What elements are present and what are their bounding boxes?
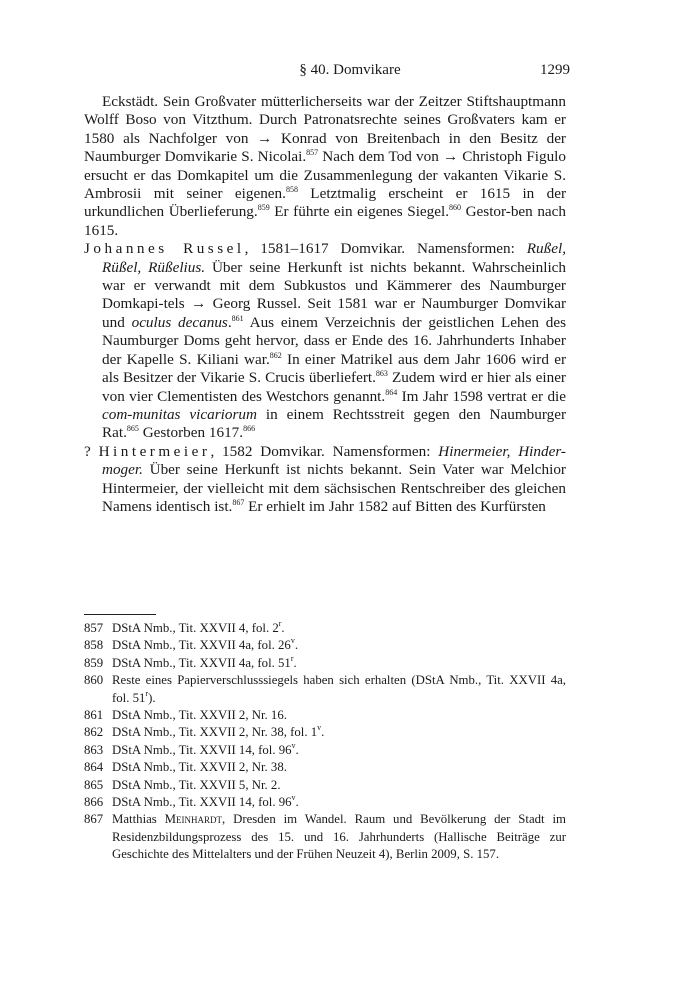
main-text [84, 93, 566, 516]
footnote [84, 759, 566, 776]
footnote [84, 811, 566, 863]
footnote-text: DStA Nmb., Tit. XXVII 2, Nr. 38, fol. 1 [112, 725, 318, 740]
footnote-number: 864 [84, 760, 104, 775]
footnote-number: 858 [84, 638, 104, 653]
text-run: Gestorben 1617. [138, 424, 244, 442]
text-run: , 1582 Domvikar. Namensformen: [210, 442, 439, 460]
footnote-text: DStA Nmb., Tit. XXVII 5, Nr. 2. [112, 777, 281, 792]
footnote-ref: 858 [285, 185, 298, 195]
folio-side: v [317, 723, 322, 733]
footnote-number: 861 [84, 708, 104, 723]
footnote-text: Reste eines Papierverschlusssiegels haben sich erhalten (DStA Nmb., Tit. XXVII 4a, fol. 51 [112, 673, 566, 705]
footnote-text: DStA Nmb., Tit. XXVII 4a, fol. 26 [112, 638, 291, 653]
text-run: Zudem wird er hier als einer von vier Clementisten des Westchors genannt. [102, 369, 566, 405]
footnote-text: . [295, 795, 299, 810]
text-run: , 1581–1617 Domvikar. Namensformen: [244, 240, 527, 258]
folio-side: v [290, 636, 295, 646]
footnote [84, 620, 566, 637]
footnote-number: 866 [84, 795, 104, 810]
footnote-ref: 867 [232, 497, 245, 507]
footnote [84, 777, 566, 794]
footnote-rule [84, 614, 156, 615]
footnote-number: 860 [84, 673, 104, 688]
uncertain-mark: ? [84, 442, 99, 460]
footnote [84, 672, 566, 707]
author-surname: Meinhardt [164, 812, 223, 827]
footnote-number: 863 [84, 742, 104, 757]
footnote [84, 794, 566, 811]
italic-run: Hinermeier, Hinder-moger. [102, 442, 566, 479]
footnote-ref: 865 [126, 424, 139, 434]
section-title: § 40. Domvikare [299, 62, 401, 78]
text-run: Letztmalig erscheint er 1615 in der urkundlichen Überlieferung. [84, 185, 566, 221]
footnote-text: . [294, 638, 299, 653]
folio-side: v [291, 793, 296, 803]
text-run: in einem Rechtsstreit gegen den Naumburger Rat. [102, 405, 567, 442]
footnote-text: DStA Nmb., Tit. XXVII 14, fol. 96 [112, 795, 292, 810]
entry-hintermeier [84, 443, 566, 517]
entry-johannes-russel [84, 240, 566, 442]
text-run: . [227, 313, 232, 331]
footnote [84, 742, 566, 759]
footnote-ref: 863 [375, 369, 388, 379]
footnote-text: DStA Nmb., Tit. XXVII 4a, fol. 51 [112, 655, 291, 670]
footnote [84, 655, 566, 672]
footnote-text: ). [148, 690, 156, 705]
folio-side: r [278, 619, 282, 628]
footnote-ref: 859 [257, 203, 270, 213]
italic-run: com-munitas vicariorum [102, 405, 257, 423]
italic-run: oculus decanus [131, 313, 228, 331]
footnote-ref: 860 [449, 203, 462, 213]
footnote-text: . [293, 655, 297, 670]
footnote-text: Matthias [112, 812, 165, 827]
folio-side: v [291, 740, 296, 750]
paragraph-continuation [84, 93, 566, 240]
text-run: In einer Matrikel aus dem Jahr 1606 wird er als Besitzer der Vikarie S. Crucis überliefert. [102, 350, 567, 387]
footnote-number: 862 [84, 725, 104, 740]
footnote-text: DStA Nmb., Tit. XXVII 14, fol. 96 [112, 742, 292, 757]
text-run: Über seine Herkunft ist nichts bekannt. Sein Vater war Melchior Hintermeier, der vielleicht mit dem sächsischen Rentschreiber des gleichen Namens identisch ist. [102, 461, 566, 515]
italic-run: Rußel, Rüßel, Rüßelius. [102, 240, 566, 276]
footnote-text: DStA Nmb., Tit. XXVII 4, fol. 2 [112, 621, 279, 635]
footnote-text: . [295, 742, 299, 757]
text-run: Eckstädt. Sein Großvater mütterlicherseits war der Zeitzer Stiftshauptmann Wolff Boso von Vitzthum. Durch Patronatsrechte seines Großvaters kam er 1580 als Nachfolger von → Konrad von Breitenbach in den Besitz der Naumburger Domvikarie S. Nicolai. [84, 93, 566, 166]
footnote-text: , Dresden im Wandel. Raum und Bevölkerung der Stadt im Residenzbildungsprozess des 15. und 16. Jahrhunderts (Hallische Beiträge zur Geschichte des Mittelalters und der Frühen Neuzeit 4), Berlin 2009, S. 157. [112, 812, 566, 862]
footnote-text: DStA Nmb., Tit. XXVII 2, Nr. 38. [112, 760, 287, 775]
entry-name: Johannes Russel [84, 240, 245, 258]
footnote-ref: 857 [306, 148, 319, 158]
text-run: Gestor-ben nach 1615. [84, 203, 567, 239]
running-head [0, 62, 700, 82]
footnote-number: 857 [84, 621, 104, 635]
footnotes [84, 620, 566, 864]
text-run: Nach dem Tod von → Christoph Figulo ersucht er das Domkapitel um die Zusammenlegung der vakanten Vikarie S. Ambrosii mit seiner eigenen. [84, 148, 566, 203]
footnote-text: . [321, 725, 325, 740]
entry-name: Hintermeier [98, 442, 211, 460]
page-number: 1299 [540, 62, 570, 78]
footnote-ref: 862 [269, 350, 282, 360]
footnote [84, 724, 566, 741]
footnote-number: 867 [84, 812, 104, 827]
text-run: Er führte ein eigenes Siegel. [269, 203, 450, 221]
footnote-ref: 861 [231, 313, 244, 323]
footnote-ref: 866 [243, 424, 256, 434]
footnote [84, 637, 566, 654]
folio-side: r [145, 688, 149, 698]
footnote-text: DStA Nmb., Tit. XXVII 2, Nr. 16. [112, 708, 287, 723]
text-run: Über seine Herkunft ist nichts bekannt. Wahrscheinlich war er verwandt mit dem Subkustos und Kämmerer des Naumburger Domkapi-tels → Georg Russel. Seit 1581 war er Naumburger Domvikar und [102, 258, 566, 331]
footnote-text: . [281, 621, 285, 635]
footnote-ref: 864 [385, 387, 398, 397]
folio-side: r [290, 653, 294, 663]
text-run: Er erhielt im Jahr 1582 auf Bitten des Kurfürsten [244, 497, 546, 515]
text-run: Im Jahr 1598 vertrat er die [397, 387, 567, 405]
footnote-number: 865 [84, 777, 104, 792]
text-run: Aus einem Verzeichnis der geistlichen Lehen des Naumburger Doms geht hervor, dass er Ende des 16. Jahrhunderts Inhaber der Kapelle S. Kiliani war. [102, 313, 566, 368]
footnote-number: 859 [84, 655, 104, 670]
footnote [84, 707, 566, 724]
